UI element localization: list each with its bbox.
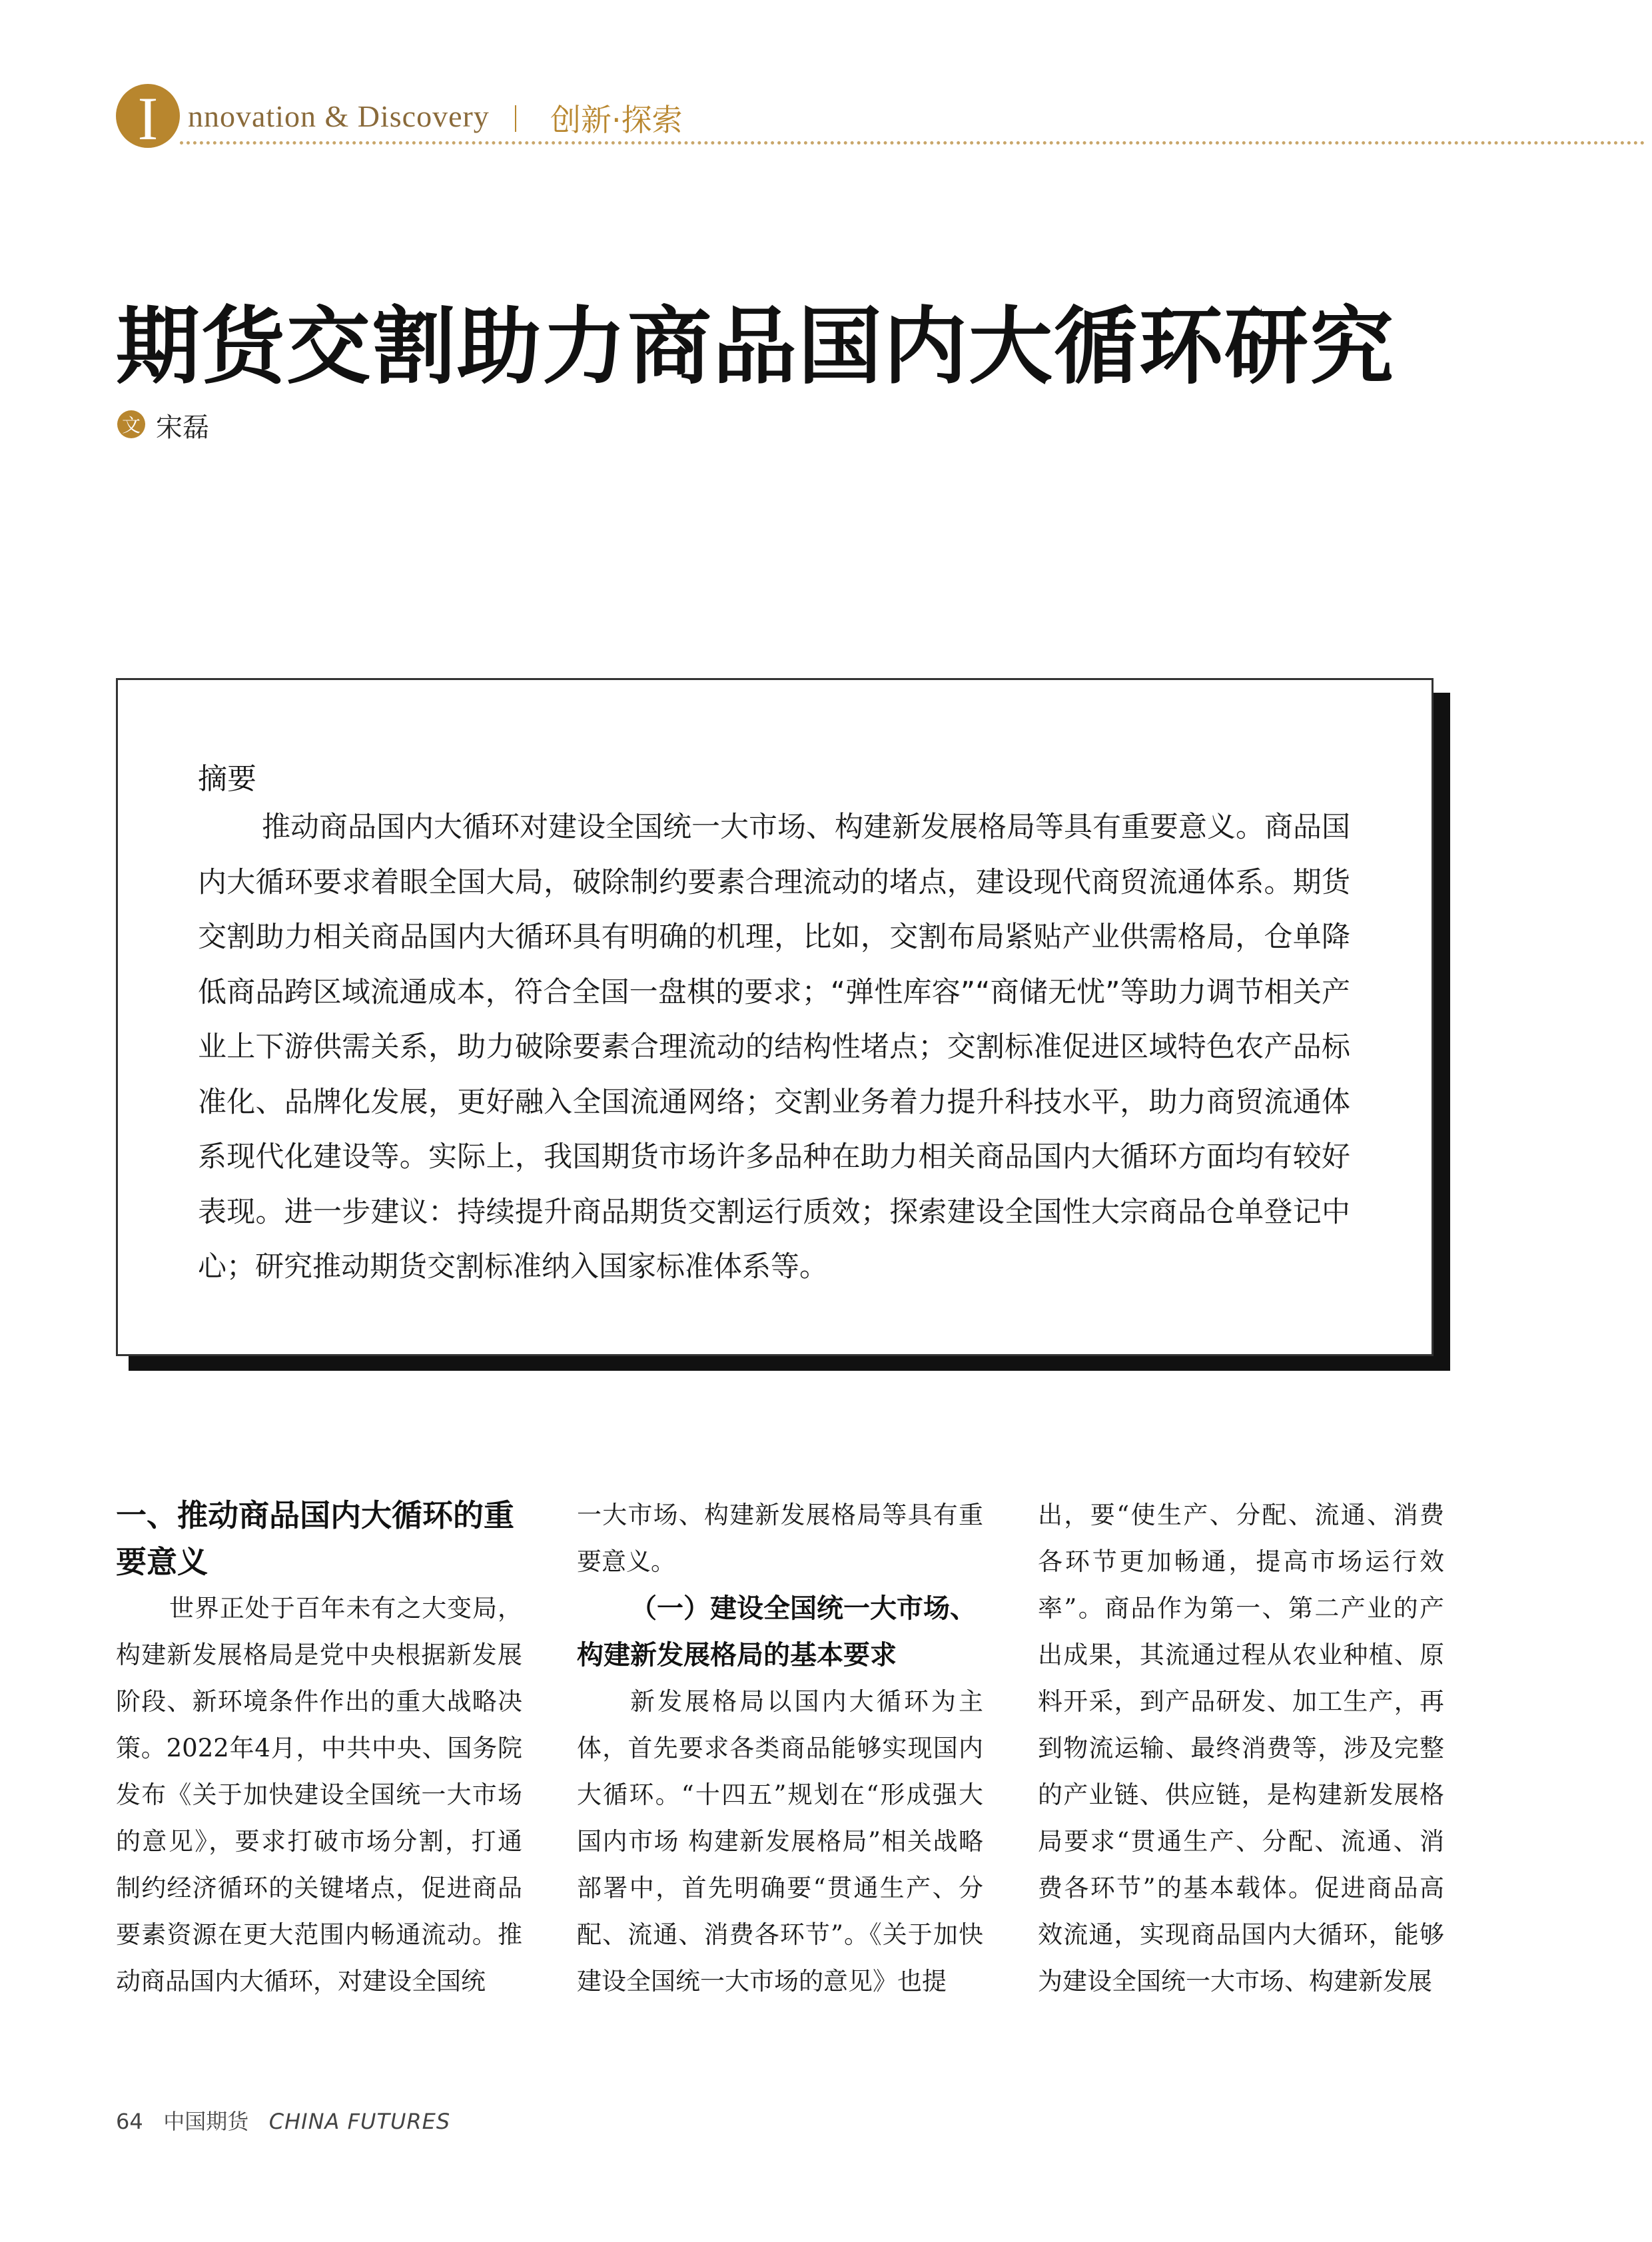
abstract-box [116, 678, 1434, 1356]
section-initial-badge [116, 84, 180, 148]
page-footer [116, 2105, 450, 2135]
author-marker-icon: 文 [117, 410, 145, 438]
body-paragraph-continued: 出，要“使生产、分配、流通、消费各环节更加畅通，提高市场运行效率”。商品作为第一、第二产业的产出成果，其流通过程从农业种植、原料开采，到产品研发、加工生产，再到物流运输、最终消费等，涉及完整的产业链、供应链，是构建新发展格局要求“贯通生产、分配、流通、消费各环节”的基本载体。促进商品高效流通，实现商品国内大循环，能够为建设全国统一大市场、构建新发展 [1038, 1501, 1444, 1996]
body-paragraph: 世界正处于百年未有之大变局，构建新发展格局是党中央根据新发展阶段、新环境条件作出的重大战略决策。2022年4月，中共中央、国务院发布《关于加快建设全国统一大市场的意见》，要求打破市场分割，打通制约经济循环的关键堵点，促进商品要素资源在更大范围内畅通流动。推动商品国内大循环，对建设全国统 [116, 1594, 522, 1996]
magazine-name-english: CHINA FUTURES [268, 2109, 451, 2134]
page-number: 64 [116, 2109, 143, 2134]
body-column-3 [1038, 1492, 1444, 2005]
article-title: 期货交割助力商品国内大循环研究 [116, 298, 1395, 396]
header-dotted-rule [180, 141, 1645, 145]
magazine-name-chinese: 中国期货 [163, 2109, 249, 2134]
body-paragraph-continued: 一大市场、构建新发展格局等具有重要意义。 [577, 1501, 983, 1576]
section-heading: 一、推动商品国内大循环的重要意义 [116, 1497, 514, 1580]
body-paragraph: 新发展格局以国内大循环为主体，首先要求各类商品能够实现国内大循环。“十四五”规划在“形成强大国内市场 构建新发展格局”相关战略部署中，首先明确要“贯通生产、分配、流通、消费各环节”。《关于加快建设全国统一大市场的意见》也提 [577, 1687, 983, 1996]
abstract-text: 推动商品国内大循环对建设全国统一大市场、构建新发展格局等具有重要意义。商品国内大循环要求着眼全国大局，破除制约要素合理流动的堵点，建设现代商贸流通体系。期货交割助力相关商品国内大循环具有明确的机理，比如，交割布局紧贴产业供需格局，仓单降低商品跨区域流通成本，符合全国一盘棋的要求；“弹性库容”“商储无忧”等助力调节相关产业上下游供需关系，助力破除要素合理流动的结构性堵点；交割标准促进区域特色农产品标准化、品牌化发展，更好融入全国流通网络；交割业务着力提升科技水平，助力商贸流通体系现代化建设等。实际上，我国期货市场许多品种在助力相关商品国内大循环方面均有较好表现。进一步建议：持续提升商品期货交割运行质效；探索建设全国性大宗商品仓单登记中心；研究推动期货交割标准纳入国家标准体系等。 [198, 811, 1350, 1284]
body-column-1 [116, 1492, 522, 2005]
header-separator [515, 105, 516, 132]
subsection-heading: （一）建设全国统一大市场、构建新发展格局的基本要求 [577, 1593, 977, 1671]
body-column-2 [577, 1492, 983, 2005]
article-author: 宋磊 [156, 412, 209, 443]
section-name-english: nnovation & Discovery [188, 99, 490, 133]
section-name-chinese: 创新·探索 [550, 102, 683, 138]
abstract-heading: 摘要 [198, 762, 256, 796]
section-initial-letter: I [137, 85, 159, 148]
